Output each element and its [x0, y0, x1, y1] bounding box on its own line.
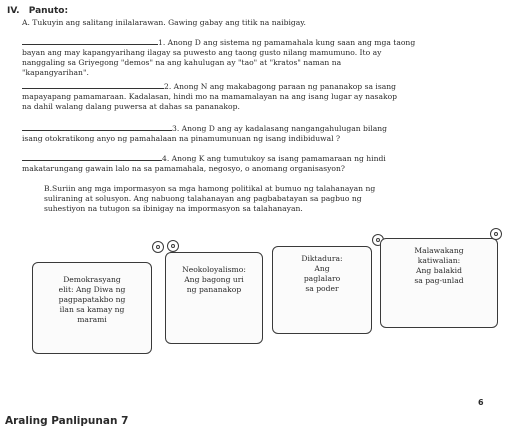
- answer-blank-1: [22, 43, 158, 45]
- section-number: IV.: [7, 6, 20, 16]
- part-a-heading: A. Tukuyin ang salitang inilalarawan. Gawing gabay ang titik na naibigay.: [22, 18, 306, 27]
- card-malawakang-katiwalian: Malawakang katiwalian: Ang balakid sa pag-unlad: [380, 238, 498, 328]
- part-b-line-2: suliraning at solusyon. Ang nabuong talahanayan ang pagbabatayan sa pagbuo ng: [44, 194, 362, 203]
- part-b-line-3: suhestiyon na tutugon sa ibinigay na impormasyon sa talahanayan.: [44, 204, 303, 213]
- page-number: 6: [478, 398, 484, 407]
- question-2-line-2: mapayapang pamamaraan. Kadalasan, hindi mo na mamamalayan na ang isang lugar ay nasakop: [22, 92, 398, 101]
- answer-blank-4: [22, 159, 162, 161]
- question-2-line-3: na dahil walang dalang puwersa at dahas sa pananakop.: [22, 102, 240, 111]
- answer-blank-3: [22, 129, 172, 131]
- card-curl-4: [490, 228, 502, 240]
- card-demokrasyang-elit: Demokrasyang elit: Ang Diwa ng pagpapatakbo ng ilan sa kamay ng marami: [32, 262, 152, 354]
- question-1: 1. Anong D ang sistema ng pamamahala kung saan ang mga taong: [22, 38, 415, 48]
- question-2: 2. Anong N ang makabagong paraan ng pananakop sa isang: [22, 82, 396, 92]
- answer-blank-2: [22, 87, 164, 89]
- question-1-line-2: bayan ang may kapangyarihang ilagay sa puwesto ang taong gusto nilang mamumuno. Ito ay: [22, 48, 382, 57]
- card-diktadura: Diktadura: Ang paglalaro sa poder: [272, 246, 372, 334]
- question-4-line-2: makatarungang gawain lalo na sa pamamahala, negosyo, o anomang organisasyon?: [22, 164, 345, 173]
- card-neokoloyalismo: Neokoloyalismo: Ang bagong uri ng pananakop: [165, 252, 263, 344]
- question-3: 3. Anong D ang ay kadalasang nangangahulugan bilang: [22, 124, 387, 134]
- question-1-line-3: nanggaling sa Griyegong "demos" na ang kahulugan ay "tao" at "kratos" naman na: [22, 58, 342, 67]
- card-curl-1: [152, 241, 164, 253]
- section-heading: [7, 6, 68, 16]
- footer-subject: Araling Panlipunan 7: [5, 415, 129, 427]
- question-4: 4. Anong K ang tumutukoy sa isang pamamaraan ng hindi: [22, 154, 386, 164]
- question-3-line-2: isang otokratikong anyo ng pamahalaan na pinamumunuan ng isang indibiduwal ?: [22, 134, 341, 143]
- part-b-line-1: B.Suriin ang mga impormasyon sa mga hamong politikal at bumuo ng talahanayan ng: [44, 184, 376, 193]
- section-label: Panuto:: [28, 6, 69, 16]
- question-1-line-4: "kapangyarihan".: [22, 68, 89, 77]
- card-curl-2: [167, 240, 179, 252]
